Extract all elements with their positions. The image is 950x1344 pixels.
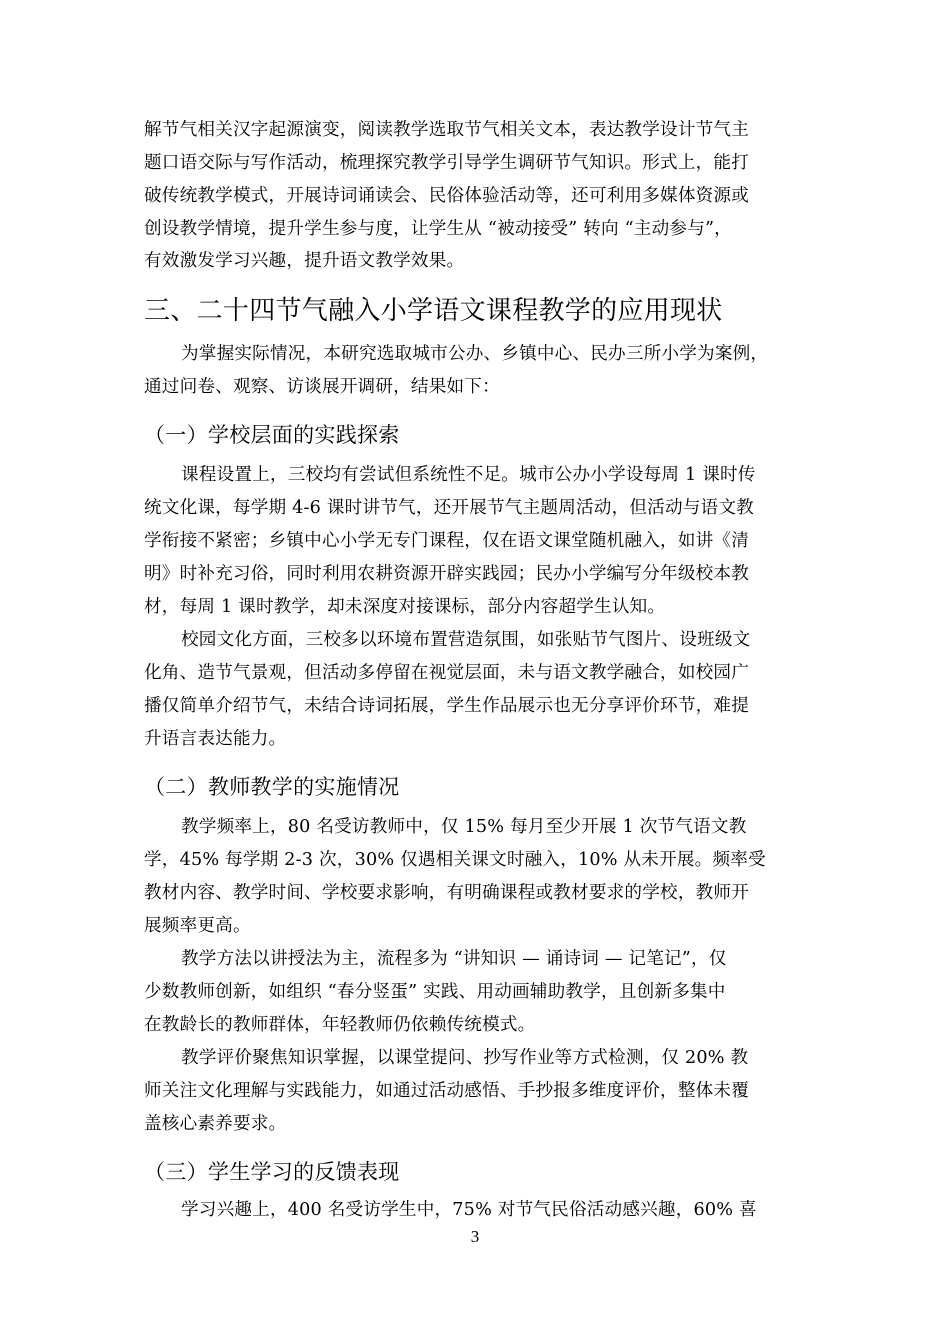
body-line: 教学方法以讲授法为主，流程多为 “讲知识 — 诵诗词 — 记笔记”，仅 xyxy=(181,949,727,969)
body-line: 解节气相关汉字起源演变，阅读教学选取节气相关文本，表达教学设计节气主 xyxy=(144,120,749,140)
subsection-heading: （三）学生学习的反馈表现 xyxy=(144,1160,400,1184)
body-line: 教学评价聚焦知识掌握，以课堂提问、抄写作业等方式检测，仅 20% 教 xyxy=(181,1048,749,1068)
body-line: 在教龄长的教师群体，年轻教师仍依赖传统模式。 xyxy=(144,1015,536,1035)
body-line: 材，每周 1 课时教学，却未深度对接课标，部分内容超学生认知。 xyxy=(144,597,666,617)
page-number: 3 xyxy=(470,1227,480,1246)
body-line: 统文化课，每学期 4-6 课时讲节气，还开展节气主题周活动，但活动与语文教 xyxy=(144,498,754,518)
body-line: 通过问卷、观察、访谈展开调研，结果如下： xyxy=(144,377,500,397)
body-line: 升语言表达能力。 xyxy=(144,729,287,749)
body-line: 有效激发学习兴趣，提升语文教学效果。 xyxy=(144,251,465,271)
body-line: 学衔接不紧密；乡镇中心小学无专门课程，仅在语文课堂随机融入，如讲《清 xyxy=(144,531,749,551)
section-heading: 三、二十四节气融入小学语文课程教学的应用现状 xyxy=(144,296,723,326)
subsection-heading: （二）教师教学的实施情况 xyxy=(144,775,400,799)
body-line: 少数教师创新，如组织 “春分竖蛋” 实践、用动画辅助教学，且创新多集中 xyxy=(144,982,726,1002)
body-line: 课程设置上，三校均有尝试但系统性不足。城市公办小学设每周 1 课时传 xyxy=(181,465,756,485)
body-line: 师关注文化理解与实践能力，如通过活动感悟、手抄报多维度评价，整体未覆 xyxy=(144,1081,749,1101)
body-line: 明》时补充习俗，同时利用农耕资源开辟实践园；民办小学编写分年级校本教 xyxy=(144,564,749,584)
body-line: 盖核心素养要求。 xyxy=(144,1114,287,1134)
subsection-heading: （一）学校层面的实践探索 xyxy=(144,423,400,447)
body-line: 教材内容、教学时间、学校要求影响，有明确课程或教材要求的学校，教师开 xyxy=(144,883,749,903)
body-line: 校园文化方面，三校多以环境布置营造氛围，如张贴节气图片、设班级文 xyxy=(181,630,751,650)
body-line: 为掌握实际情况，本研究选取城市公办、乡镇中心、民办三所小学为案例， xyxy=(181,344,769,364)
body-line: 题口语交际与写作活动，梳理探究教学引导学生调研节气知识。形式上，能打 xyxy=(144,153,749,173)
body-line: 展频率更高。 xyxy=(144,916,251,936)
body-line: 创设教学情境，提升学生参与度，让学生从 “被动接受” 转向 “主动参与”， xyxy=(144,219,732,239)
body-line: 教学频率上，80 名受访教师中，仅 15% 每月至少开展 1 次节气语文教 xyxy=(181,817,747,837)
body-line: 破传统教学模式，开展诗词诵读会、民俗体验活动等，还可利用多媒体资源或 xyxy=(144,186,749,206)
body-line: 学，45% 每学期 2-3 次，30% 仅遇相关课文时融入，10% 从未开展。频率受 xyxy=(144,850,766,870)
body-line: 化角、造节气景观，但活动多停留在视觉层面，未与语文教学融合，如校园广 xyxy=(144,663,749,683)
body-line: 播仅简单介绍节气，未结合诗词拓展，学生作品展示也无分享评价环节，难提 xyxy=(144,696,749,716)
body-line: 学习兴趣上，400 名受访学生中，75% 对节气民俗活动感兴趣，60% 喜 xyxy=(181,1200,757,1220)
